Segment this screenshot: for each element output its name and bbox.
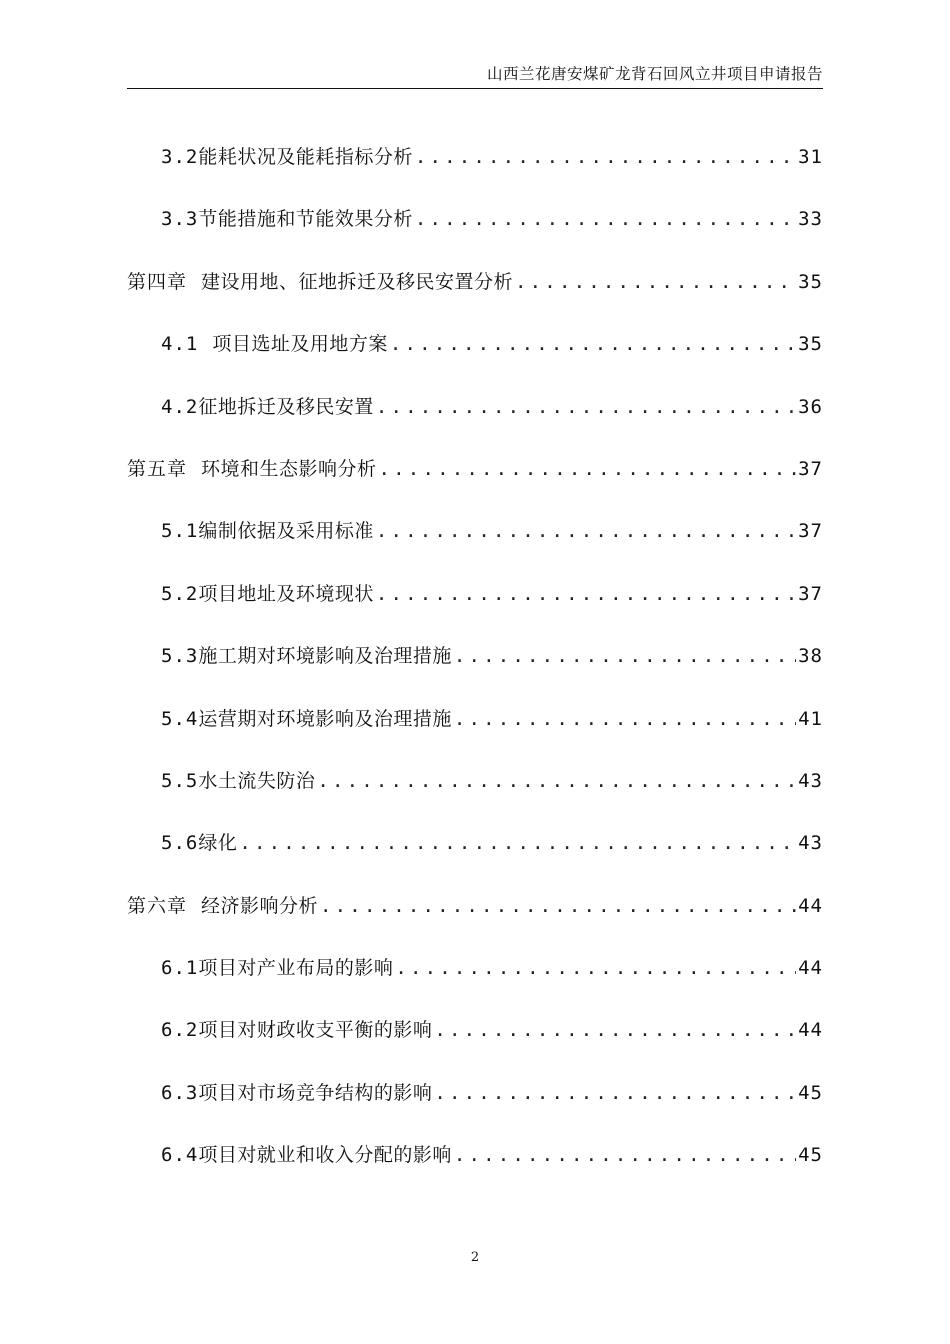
toc-entry-page: 35 (798, 333, 823, 356)
toc-entry-page: 45 (798, 1144, 823, 1167)
toc-entry-number: 5.2 (161, 582, 199, 605)
toc-dot-leader (395, 957, 796, 979)
toc-entry-page: 41 (798, 707, 823, 730)
toc-entry-title: 项目对就业和收入分配的影响 (198, 1144, 452, 1167)
toc-entry-title: 环境和生态影响分析 (201, 457, 377, 480)
toc-dot-leader (454, 645, 796, 667)
toc-entry-page: 37 (798, 457, 823, 480)
toc-entry-number: 3.2 (161, 146, 199, 168)
toc-entry-number: 第四章 (127, 270, 188, 293)
toc-entry-page: 44 (798, 1019, 823, 1042)
toc-entry-title: 节能措施和节能效果分析 (198, 208, 413, 231)
toc-entry-number: 5.1 (161, 520, 199, 543)
toc-entry-number: 6.4 (161, 1144, 199, 1167)
toc-entry-page: 45 (798, 1081, 823, 1104)
table-of-contents (127, 142, 823, 1203)
toc-entry-number: 6.1 (161, 957, 199, 980)
toc-entry-page: 37 (798, 520, 823, 543)
toc-entry-title: 项目对市场竞争结构的影响 (198, 1081, 433, 1104)
toc-dot-leader (376, 396, 796, 418)
toc-entry-page: 37 (798, 582, 823, 605)
toc-dot-leader (320, 895, 796, 917)
toc-entry-page: 43 (798, 769, 823, 792)
header-title: 山西兰花唐安煤矿龙背石回风立井项目申请报告 (486, 65, 823, 83)
toc-entry-page: 43 (798, 832, 823, 855)
toc-entry-title: 征地拆迁及移民安置 (198, 395, 374, 418)
toc-entry-title: 运营期对环境影响及治理措施 (198, 707, 452, 730)
toc-section-entry[interactable] (127, 142, 823, 204)
toc-entry-number: 5.3 (161, 645, 199, 668)
toc-section-entry[interactable] (127, 204, 823, 266)
toc-chapter-entry[interactable] (127, 454, 823, 516)
page-number: 2 (470, 1250, 480, 1265)
toc-dot-leader (376, 583, 796, 605)
toc-entry-number: 第六章 (127, 894, 188, 917)
toc-entry-page: 38 (798, 645, 823, 668)
toc-chapter-entry[interactable] (127, 267, 823, 329)
toc-entry-title: 项目地址及环境现状 (198, 582, 374, 605)
toc-section-entry[interactable] (127, 953, 823, 1015)
toc-entry-number: 6.3 (161, 1081, 199, 1104)
toc-section-entry[interactable] (127, 766, 823, 828)
toc-section-entry[interactable] (127, 1078, 823, 1140)
toc-entry-page: 33 (798, 208, 823, 231)
toc-dot-leader (415, 208, 796, 230)
toc-entry-number: 5.6 (161, 832, 199, 855)
page-header (127, 64, 823, 89)
toc-entry-page: 44 (798, 894, 823, 917)
toc-entry-page: 31 (798, 146, 823, 168)
toc-dot-leader (317, 770, 796, 792)
toc-dot-leader (454, 1144, 796, 1166)
toc-dot-leader (434, 1019, 796, 1041)
toc-entry-number: 第五章 (127, 457, 188, 480)
toc-entry-page: 35 (798, 270, 823, 293)
toc-section-entry[interactable] (127, 579, 823, 641)
toc-entry-title: 编制依据及采用标准 (198, 520, 374, 543)
toc-dot-leader (376, 520, 796, 542)
toc-entry-number: 4.2 (161, 395, 199, 418)
toc-section-entry[interactable] (127, 392, 823, 454)
toc-entry-title: 经济影响分析 (201, 894, 319, 917)
toc-entry-title: 项目对财政收支平衡的影响 (198, 1019, 433, 1042)
toc-dot-leader (239, 832, 796, 854)
toc-dot-leader (434, 1082, 796, 1104)
toc-entry-page: 44 (798, 957, 823, 980)
toc-dot-leader (515, 271, 796, 293)
toc-entry-number: 3.3 (161, 208, 199, 231)
toc-entry-number: 4.1 (161, 333, 199, 356)
toc-section-entry[interactable] (127, 1015, 823, 1077)
toc-dot-leader (390, 333, 796, 355)
toc-section-entry[interactable] (127, 516, 823, 578)
toc-entry-title: 能耗状况及能耗指标分析 (198, 146, 413, 168)
toc-section-entry[interactable] (127, 1140, 823, 1202)
toc-entry-title: 施工期对环境影响及治理措施 (198, 645, 452, 668)
toc-section-entry[interactable] (127, 329, 823, 391)
toc-dot-leader (415, 146, 796, 168)
toc-dot-leader (379, 458, 797, 480)
toc-entry-title: 项目对产业布局的影响 (198, 957, 394, 980)
toc-entry-number: 5.5 (161, 769, 199, 792)
toc-entry-number: 5.4 (161, 707, 199, 730)
toc-section-entry[interactable] (127, 641, 823, 703)
toc-chapter-entry[interactable] (127, 891, 823, 953)
toc-entry-page: 36 (798, 395, 823, 418)
toc-entry-title: 水土流失防治 (198, 769, 316, 792)
toc-entry-title: 建设用地、征地拆迁及移民安置分析 (201, 270, 514, 293)
toc-dot-leader (454, 708, 796, 730)
toc-entry-title: 项目选址及用地方案 (212, 333, 388, 356)
toc-entry-title: 绿化 (198, 832, 238, 855)
toc-entry-number: 6.2 (161, 1019, 199, 1042)
toc-section-entry[interactable] (127, 704, 823, 766)
toc-section-entry[interactable] (127, 828, 823, 890)
